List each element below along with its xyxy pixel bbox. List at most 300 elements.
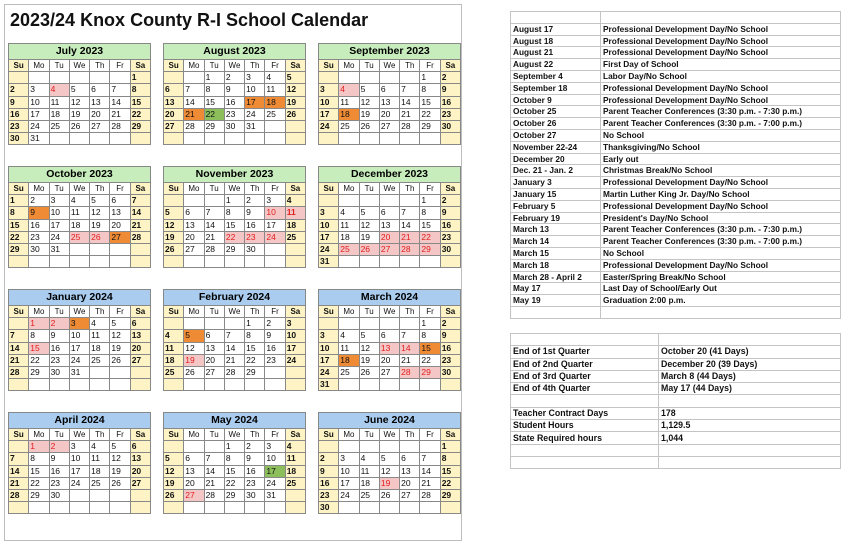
weekday-header: Fr (420, 183, 440, 195)
weekday-header: Su (164, 429, 184, 441)
weekday-header: Sa (440, 306, 460, 318)
day-cell: 11 (285, 453, 305, 465)
summary-label (511, 334, 659, 346)
day-cell: 27 (400, 489, 420, 501)
event-date: November 22-24 (511, 141, 601, 153)
event-row (511, 118, 841, 130)
day-cell: 16 (440, 96, 460, 108)
day-cell (90, 72, 110, 84)
day-cell: 7 (184, 84, 204, 96)
day-cell: 27 (164, 120, 184, 132)
event-date: May 17 (511, 283, 601, 295)
day-cell (49, 256, 69, 268)
day-cell: 2 (224, 72, 244, 84)
summary-row (511, 358, 841, 370)
day-cell: 8 (130, 84, 150, 96)
day-cell (224, 379, 244, 391)
day-cell: 19 (359, 231, 379, 243)
day-cell (9, 256, 29, 268)
weekday-header: Sa (285, 60, 305, 72)
day-cell: 11 (90, 330, 110, 342)
event-row (511, 153, 841, 165)
event-description: Last Day of School/Early Out (601, 283, 841, 295)
day-cell (164, 256, 184, 268)
weekday-header: Th (400, 183, 420, 195)
weekday-header: Th (245, 60, 265, 72)
day-cell (420, 256, 440, 268)
day-cell: 18 (339, 354, 359, 366)
day-cell (90, 502, 110, 514)
day-cell: 18 (265, 96, 285, 108)
day-cell: 24 (265, 477, 285, 489)
day-cell: 8 (9, 207, 29, 219)
day-cell (265, 502, 285, 514)
month-title: March 2024 (318, 289, 461, 305)
day-cell: 14 (204, 219, 224, 231)
day-cell: 4 (69, 195, 89, 207)
day-cell: 3 (319, 84, 339, 96)
weekday-header: Sa (130, 306, 150, 318)
day-cell: 27 (130, 354, 150, 366)
day-cell: 29 (204, 120, 224, 132)
summary-value: May 17 (44 Days) (659, 383, 841, 395)
day-cell: 7 (400, 207, 420, 219)
day-cell: 23 (29, 231, 49, 243)
day-cell: 8 (420, 330, 440, 342)
event-row (511, 70, 841, 82)
day-cell: 9 (245, 453, 265, 465)
summary-value: December 20 (39 Days) (659, 358, 841, 370)
day-cell (29, 379, 49, 391)
day-cell (204, 379, 224, 391)
day-cell: 10 (339, 465, 359, 477)
day-cell: 10 (69, 330, 89, 342)
day-cell: 9 (49, 330, 69, 342)
weekday-header: Th (400, 429, 420, 441)
day-cell: 31 (245, 120, 265, 132)
day-cell (379, 502, 399, 514)
weekday-header: We (69, 306, 89, 318)
day-cell (285, 133, 305, 145)
day-cell (90, 366, 110, 378)
day-cell: 21 (184, 108, 204, 120)
day-cell: 17 (49, 219, 69, 231)
day-cell (204, 256, 224, 268)
event-description: Professional Development Day/No School (601, 177, 841, 189)
day-cell (339, 318, 359, 330)
day-cell (285, 243, 305, 255)
day-cell: 31 (265, 489, 285, 501)
day-cell: 1 (29, 441, 49, 453)
weekday-header: Sa (130, 183, 150, 195)
day-cell: 15 (204, 96, 224, 108)
day-cell: 10 (285, 330, 305, 342)
day-cell: 9 (440, 84, 460, 96)
day-cell: 9 (245, 207, 265, 219)
day-cell (440, 379, 460, 391)
day-cell: 20 (110, 219, 130, 231)
day-cell: 3 (29, 84, 49, 96)
day-cell (339, 441, 359, 453)
day-cell: 14 (110, 96, 130, 108)
day-cell: 22 (440, 477, 460, 489)
day-cell (49, 133, 69, 145)
event-row (511, 165, 841, 177)
event-date: December 20 (511, 153, 601, 165)
day-cell: 21 (204, 477, 224, 489)
day-cell: 25 (285, 477, 305, 489)
day-cell: 21 (204, 231, 224, 243)
day-cell (379, 72, 399, 84)
day-cell: 30 (440, 243, 460, 255)
day-cell: 22 (9, 231, 29, 243)
day-cell: 16 (440, 219, 460, 231)
day-cell: 29 (9, 243, 29, 255)
day-cell (90, 243, 110, 255)
summary-row (511, 444, 841, 456)
day-cell: 8 (224, 453, 244, 465)
summary-label (511, 444, 659, 456)
day-cell: 14 (420, 465, 440, 477)
day-cell (224, 502, 244, 514)
day-cell (440, 502, 460, 514)
event-date: February 5 (511, 200, 601, 212)
day-cell: 10 (265, 207, 285, 219)
event-description: First Day of School (601, 59, 841, 71)
day-cell: 9 (265, 330, 285, 342)
day-cell: 19 (359, 108, 379, 120)
event-description (601, 12, 841, 24)
day-cell (184, 502, 204, 514)
month-calendar (318, 412, 461, 514)
event-row (511, 212, 841, 224)
day-cell: 15 (420, 96, 440, 108)
day-cell: 28 (110, 120, 130, 132)
event-date: August 22 (511, 59, 601, 71)
day-cell: 17 (29, 108, 49, 120)
day-cell (130, 133, 150, 145)
month-calendar (163, 43, 306, 145)
day-cell: 16 (245, 465, 265, 477)
day-cell: 20 (379, 108, 399, 120)
day-cell: 4 (265, 72, 285, 84)
summary-table (510, 333, 841, 469)
day-cell: 19 (379, 477, 399, 489)
day-cell: 31 (319, 379, 339, 391)
day-cell (164, 195, 184, 207)
weekday-header: Mo (339, 183, 359, 195)
event-row (511, 94, 841, 106)
month-title: November 2023 (163, 166, 306, 182)
day-cell: 26 (285, 108, 305, 120)
weekday-header: Sa (130, 60, 150, 72)
day-cell: 4 (339, 330, 359, 342)
day-cell (204, 441, 224, 453)
summary-label: End of 1st Quarter (511, 346, 659, 358)
day-cell: 24 (29, 120, 49, 132)
weekday-header: Su (9, 183, 29, 195)
summary-value (659, 444, 841, 456)
summary-value: October 20 (41 Days) (659, 346, 841, 358)
day-cell: 18 (90, 342, 110, 354)
day-cell: 6 (379, 207, 399, 219)
weekday-header: Fr (420, 429, 440, 441)
day-cell: 11 (339, 342, 359, 354)
summary-label: State Required hours (511, 432, 659, 444)
day-cell: 18 (339, 231, 359, 243)
summary-row (511, 456, 841, 468)
month-title: May 2024 (163, 412, 306, 428)
day-cell: 3 (319, 330, 339, 342)
day-cell (49, 502, 69, 514)
day-cell: 5 (184, 330, 204, 342)
weekday-header: Sa (285, 429, 305, 441)
day-cell: 28 (400, 366, 420, 378)
day-cell: 15 (420, 219, 440, 231)
weekday-header: Su (164, 183, 184, 195)
day-cell: 2 (245, 195, 265, 207)
day-cell: 11 (164, 342, 184, 354)
day-cell: 20 (164, 108, 184, 120)
day-cell: 19 (164, 477, 184, 489)
day-cell: 16 (440, 342, 460, 354)
day-cell: 29 (224, 489, 244, 501)
day-cell: 7 (204, 453, 224, 465)
day-cell: 4 (285, 195, 305, 207)
weekday-header: Mo (184, 60, 204, 72)
weekday-header: Su (9, 429, 29, 441)
summary-value: 1,129.5 (659, 420, 841, 432)
day-cell: 11 (339, 96, 359, 108)
day-cell: 25 (285, 231, 305, 243)
event-description: Parent Teacher Conferences (3:30 p.m. - 7:00 p.m.) (601, 236, 841, 248)
day-cell (400, 133, 420, 145)
summary-row (511, 370, 841, 382)
day-cell: 7 (420, 453, 440, 465)
month-calendar (318, 43, 461, 145)
day-cell: 30 (440, 120, 460, 132)
day-cell: 19 (184, 354, 204, 366)
day-cell (420, 441, 440, 453)
event-description: Early out (601, 153, 841, 165)
day-cell: 13 (90, 96, 110, 108)
day-cell: 28 (130, 231, 150, 243)
day-cell: 21 (420, 477, 440, 489)
day-cell: 31 (69, 366, 89, 378)
day-cell: 14 (224, 342, 244, 354)
day-cell: 13 (379, 96, 399, 108)
event-description: Thanksgiving/No School (601, 141, 841, 153)
day-cell: 26 (90, 231, 110, 243)
day-cell: 21 (224, 354, 244, 366)
weekday-header: Sa (440, 183, 460, 195)
weekday-header: Fr (265, 429, 285, 441)
day-cell: 26 (359, 120, 379, 132)
event-date: August 17 (511, 23, 601, 35)
weekday-header: Sa (440, 60, 460, 72)
day-cell: 24 (319, 120, 339, 132)
day-cell: 5 (359, 207, 379, 219)
day-cell: 9 (49, 453, 69, 465)
weekday-header: Tu (359, 429, 379, 441)
day-cell (359, 379, 379, 391)
day-cell (400, 256, 420, 268)
day-cell (339, 195, 359, 207)
day-cell (420, 502, 440, 514)
day-cell: 25 (90, 354, 110, 366)
day-cell: 10 (245, 84, 265, 96)
summary-value: March 8 (44 Days) (659, 370, 841, 382)
day-cell: 27 (184, 243, 204, 255)
weekday-header: We (224, 429, 244, 441)
day-cell: 24 (265, 231, 285, 243)
day-cell: 14 (204, 465, 224, 477)
day-cell (379, 195, 399, 207)
day-cell: 9 (29, 207, 49, 219)
day-cell: 6 (130, 318, 150, 330)
day-cell: 20 (90, 108, 110, 120)
month-calendar (318, 289, 461, 391)
day-cell: 24 (49, 231, 69, 243)
summary-row (511, 334, 841, 346)
day-cell: 11 (49, 96, 69, 108)
day-cell: 8 (29, 330, 49, 342)
day-cell: 10 (319, 342, 339, 354)
day-cell: 7 (9, 453, 29, 465)
day-cell: 6 (379, 330, 399, 342)
weekday-header: We (379, 60, 399, 72)
event-description: Professional Development Day/No School (601, 259, 841, 271)
day-cell: 12 (164, 219, 184, 231)
day-cell: 20 (379, 231, 399, 243)
day-cell (184, 195, 204, 207)
day-cell (285, 120, 305, 132)
day-cell: 29 (420, 243, 440, 255)
event-date: January 3 (511, 177, 601, 189)
event-description: Martin Luther King Jr. Day/No School (601, 188, 841, 200)
day-cell: 25 (339, 366, 359, 378)
day-cell: 29 (420, 120, 440, 132)
day-cell: 9 (224, 84, 244, 96)
weekday-header: Tu (204, 183, 224, 195)
day-cell: 16 (319, 477, 339, 489)
weekday-header: Tu (359, 306, 379, 318)
weekday-header: Mo (339, 306, 359, 318)
day-cell (204, 502, 224, 514)
day-cell: 20 (379, 354, 399, 366)
event-row (511, 141, 841, 153)
event-row (511, 12, 841, 24)
day-cell: 1 (420, 72, 440, 84)
day-cell: 28 (9, 366, 29, 378)
day-cell (90, 133, 110, 145)
day-cell: 30 (440, 366, 460, 378)
day-cell: 4 (339, 207, 359, 219)
day-cell: 12 (90, 207, 110, 219)
day-cell (319, 441, 339, 453)
summary-label: End of 3rd Quarter (511, 370, 659, 382)
weekday-header: Tu (49, 306, 69, 318)
day-cell: 25 (339, 120, 359, 132)
day-cell: 3 (245, 72, 265, 84)
day-cell: 17 (285, 342, 305, 354)
day-cell: 16 (49, 342, 69, 354)
day-cell: 8 (29, 453, 49, 465)
day-cell: 22 (224, 477, 244, 489)
day-cell: 22 (224, 231, 244, 243)
day-cell: 21 (110, 108, 130, 120)
day-cell (130, 256, 150, 268)
day-cell (440, 256, 460, 268)
event-date: January 15 (511, 188, 601, 200)
day-cell: 28 (400, 243, 420, 255)
event-row (511, 306, 841, 318)
weekday-header: Mo (29, 183, 49, 195)
day-cell (319, 318, 339, 330)
day-cell: 20 (204, 354, 224, 366)
weekday-header: Sa (130, 429, 150, 441)
day-cell (90, 489, 110, 501)
day-cell: 12 (110, 453, 130, 465)
day-cell (184, 379, 204, 391)
day-cell: 15 (420, 342, 440, 354)
day-cell: 24 (245, 108, 265, 120)
weekday-header: Tu (49, 60, 69, 72)
day-cell: 23 (245, 231, 265, 243)
day-cell: 9 (440, 330, 460, 342)
day-cell (49, 72, 69, 84)
event-description: Christmas Break/No School (601, 165, 841, 177)
day-cell: 1 (204, 72, 224, 84)
day-cell: 1 (420, 195, 440, 207)
day-cell (90, 379, 110, 391)
day-cell: 18 (90, 465, 110, 477)
day-cell (164, 379, 184, 391)
event-row (511, 200, 841, 212)
day-cell: 22 (130, 108, 150, 120)
day-cell (359, 72, 379, 84)
event-date: February 19 (511, 212, 601, 224)
day-cell: 6 (164, 84, 184, 96)
day-cell: 12 (110, 330, 130, 342)
event-date: March 28 - April 2 (511, 271, 601, 283)
day-cell: 12 (69, 96, 89, 108)
month-calendar (8, 289, 151, 391)
day-cell: 14 (400, 96, 420, 108)
summary-row (511, 395, 841, 407)
day-cell: 23 (440, 354, 460, 366)
weekday-header: Tu (49, 429, 69, 441)
event-date: May 19 (511, 295, 601, 307)
day-cell: 5 (90, 195, 110, 207)
day-cell: 21 (130, 219, 150, 231)
event-row (511, 271, 841, 283)
day-cell: 1 (29, 318, 49, 330)
day-cell: 18 (339, 108, 359, 120)
event-date: August 18 (511, 35, 601, 47)
day-cell: 7 (204, 207, 224, 219)
day-cell (339, 256, 359, 268)
day-cell: 17 (319, 231, 339, 243)
day-cell (224, 133, 244, 145)
day-cell: 12 (359, 219, 379, 231)
day-cell (285, 489, 305, 501)
day-cell: 7 (110, 84, 130, 96)
weekday-header: Tu (204, 60, 224, 72)
weekday-header: Su (319, 60, 339, 72)
day-cell (29, 72, 49, 84)
weekday-header: Tu (204, 306, 224, 318)
